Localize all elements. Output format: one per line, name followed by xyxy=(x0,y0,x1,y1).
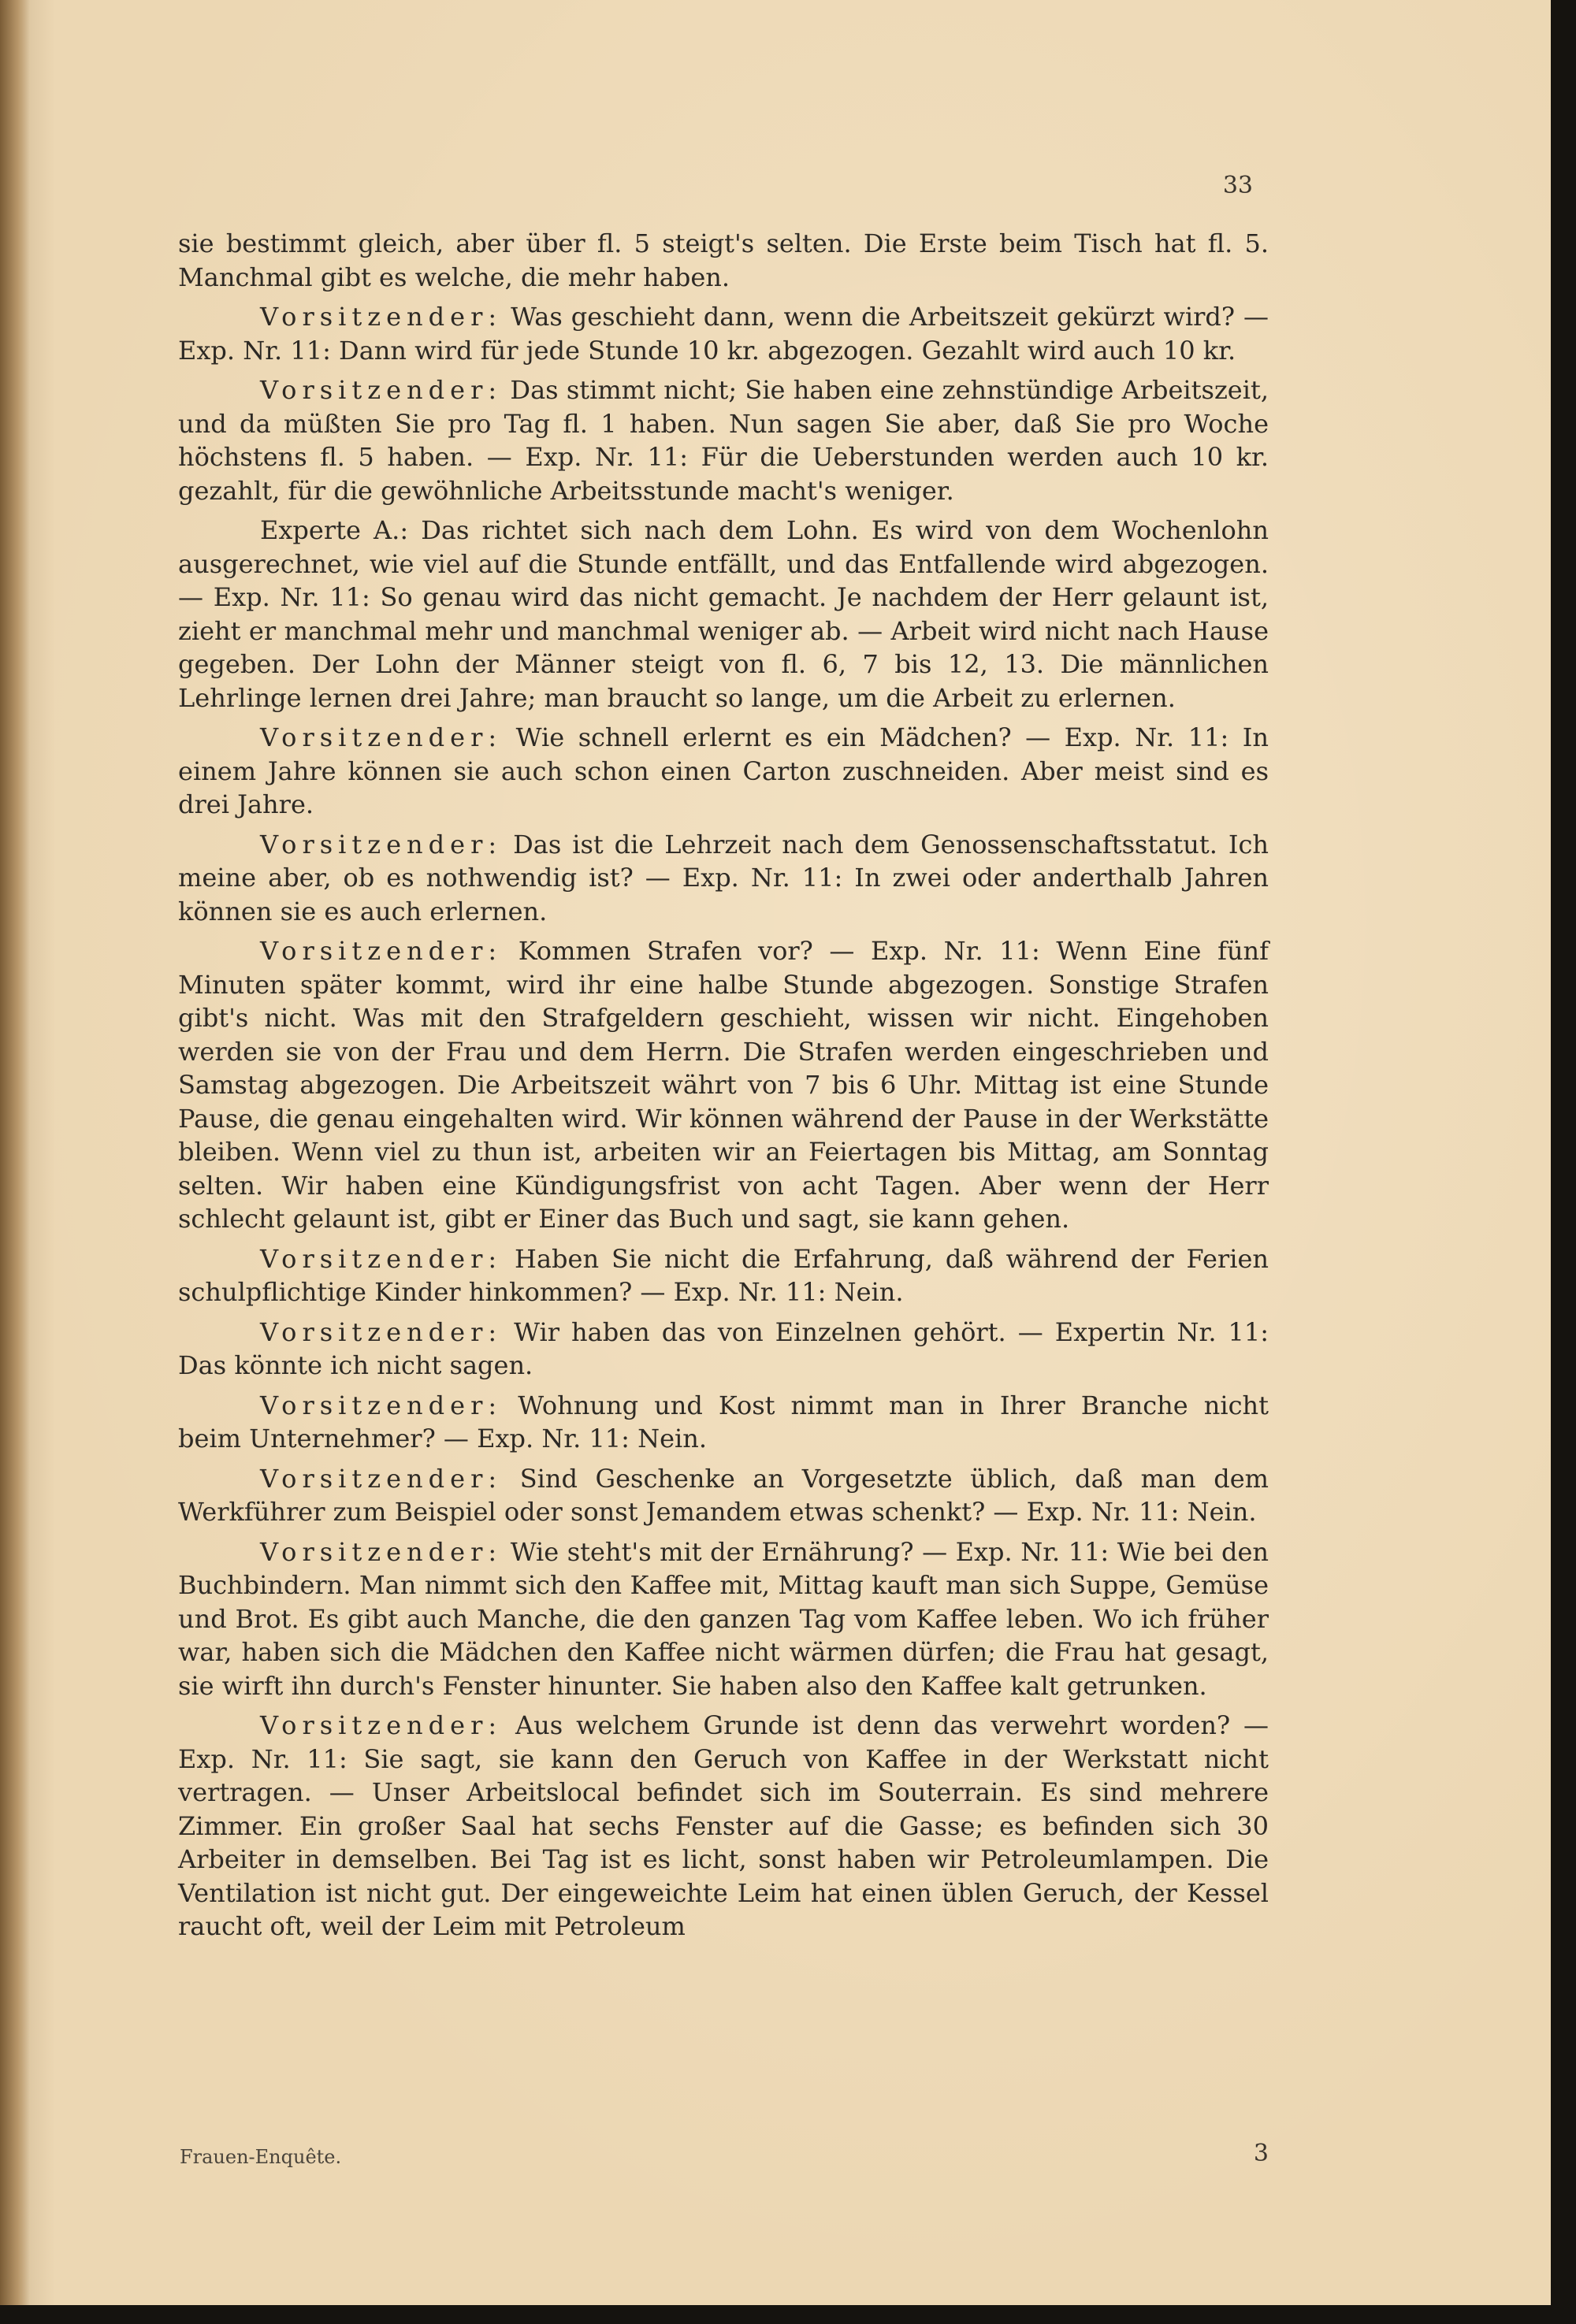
paragraph-4 xyxy=(178,514,1269,715)
paragraph-5-text: Wie schnell erlernt es ein Mädchen? — Exp. Nr. 11: In einem Jahre können sie auch schon einen Carton zuschneiden. Aber meist sind es drei Jahre. xyxy=(178,722,1269,819)
paragraph-8 xyxy=(178,1242,1269,1309)
paragraph-6-text: Das ist die Lehrzeit nach dem Genossenschaftsstatut. Ich meine aber, ob es nothwendig ist? — Exp. Nr. 11: In zwei oder anderthalb Jahren können sie es auch erlernen. xyxy=(178,829,1269,926)
paragraph-11-text: Sind Geschenke an Vorgesetzte üblich, daß man dem Werkführer zum Beispiel oder sonst Jemandem etwas schenkt? — Exp. Nr. 11: Nein. xyxy=(178,1463,1269,1527)
paragraph-10 xyxy=(178,1389,1269,1456)
speaker-label: Vorsitzender: xyxy=(260,1710,503,1740)
paragraph-7-text: Kommen Strafen vor? — Exp. Nr. 11: Wenn Eine fünf Minuten später kommt, wird ihr eine halbe Stunde abgezogen. Sonstige Strafen gibt's nicht. Was mit den Strafgeldern geschieht, wissen wir nicht. Eingehoben werden sie von der Frau und dem Herrn. Die Strafen werden eingeschrieben und Samstag abgezogen. Die Arbeitszeit währt von 7 bis 6 Uhr. Mittag ist eine Stunde Pause, die genau eingehalten wird. Wir können während der Pause in der Werkstätte bleiben. Wenn viel zu thun ist, arbeiten wir an Feiertagen bis Mittag, am Sonntag selten. Wir haben eine Kündigungsfrist von acht Tagen. Aber wenn der Herr schlecht gelaunt ist, gibt er Einer das Buch und sagt, sie kann gehen. xyxy=(178,936,1269,1234)
paragraph-10-text: Wohnung und Kost nimmt man in Ihrer Branche nicht beim Unternehmer? — Exp. Nr. 11: Nein. xyxy=(178,1390,1269,1453)
speaker-label: Vorsitzender: xyxy=(260,1463,503,1494)
paragraph-12-text: Wie steht's mit der Ernährung? — Exp. Nr. 11: Wie bei den Buchbindern. Man nimmt sich den Kaffee mit, Mittag kauft man sich Suppe, Gemüse und Brot. Es gibt auch Manche, die den ganzen Tag vom Kaffee leben. Wo ich früher war, haben sich die Mädchen den Kaffee nicht wärmen dürfen; die Frau hat gesagt, sie wirft ihn durch's Fenster hinunter. Sie haben also den Kaffee kalt getrunken. xyxy=(178,1536,1269,1701)
paragraph-8-text: Haben Sie nicht die Erfahrung, daß während der Ferien schulpflichtige Kinder hinkommen? — Exp. Nr. 11: Nein. xyxy=(178,1243,1269,1307)
speaker-label: Vorsitzender: xyxy=(260,829,503,859)
speaker-label: Vorsitzender: xyxy=(260,1536,503,1567)
paragraph-7 xyxy=(178,934,1269,1236)
background-edge-right xyxy=(1551,0,1576,2324)
paragraph-1 xyxy=(178,227,1269,294)
body-text xyxy=(178,227,1269,1950)
paragraph-9-text: Wir haben das von Einzelnen gehört. — Expertin Nr. 11: Das könnte ich nicht sagen. xyxy=(178,1316,1269,1380)
speaker-label: Vorsitzender: xyxy=(260,936,503,966)
speaker-label: Vorsitzender: xyxy=(260,1316,503,1347)
paragraph-2 xyxy=(178,300,1269,367)
speaker-label: Vorsitzender: xyxy=(260,1243,503,1274)
page-gutter-shadow xyxy=(0,0,30,2305)
paragraph-13 xyxy=(178,1709,1269,1943)
paragraph-1-text: sie bestimmt gleich, aber über fl. 5 steigt's selten. Die Erste beim Tisch hat fl. 5. Manchmal gibt es welche, die mehr haben. xyxy=(178,228,1269,292)
paragraph-3 xyxy=(178,373,1269,507)
speaker-label: Vorsitzender: xyxy=(260,302,503,332)
paragraph-13-text: Aus welchem Grunde ist denn das verwehrt worden? — Exp. Nr. 11: Sie sagt, sie kann den Geruch von Kaffee in der Werkstatt nicht vertragen. — Unser Arbeitslocal befindet sich im Souterrain. Es sind mehrere Zimmer. Ein großer Saal hat sechs Fenster auf die Gasse; es befinden sich 30 Arbeiter in demselben. Bei Tag ist es licht, sonst haben wir Petroleumlampen. Die Ventilation ist nicht gut. Der eingeweichte Leim hat einen üblen Geruch, der Kessel raucht oft, weil der Leim mit Petroleum xyxy=(178,1710,1269,1941)
paragraph-2-text: Was geschieht dann, wenn die Arbeitszeit gekürzt wird? — Exp. Nr. 11: Dann wird für jede Stunde 10 kr. abgezogen. Gezahlt wird auch 10 kr. xyxy=(178,302,1269,366)
paragraph-4-text: Experte A.: Das richtet sich nach dem Lohn. Es wird von dem Wochenlohn ausgerechnet, wie viel auf die Stunde entfällt, und das Entfallende wird abgezogen. — Exp. Nr. 11: So genau wird das nicht gemacht. Je nachdem der Herr gelaunt ist, zieht er manchmal mehr und manchmal weniger ab. — Arbeit wird nicht nach Hause gegeben. Der Lohn der Männer steigt von fl. 6, 7 bis 12, 13. Die männlichen Lehrlinge lernen drei Jahre; man braucht so lange, um die Arbeit zu erlernen. xyxy=(178,515,1269,713)
footer-title: Frauen-Enquête. xyxy=(180,2146,342,2168)
paragraph-5 xyxy=(178,721,1269,822)
page-footer xyxy=(178,2140,1269,2171)
paragraph-3-text: Das stimmt nicht; Sie haben eine zehnstündige Arbeitszeit, und da müßten Sie pro Tag fl. 1 haben. Nun sagen Sie aber, daß Sie pro Woche höchstens fl. 5 haben. — Exp. Nr. 11: Für die Ueberstunden werden auch 10 kr. gezahlt, für die gewöhnliche Arbeitsstunde macht's weniger. xyxy=(178,375,1269,506)
paragraph-12 xyxy=(178,1535,1269,1703)
background-edge-bottom xyxy=(0,2305,1576,2324)
paragraph-9 xyxy=(178,1316,1269,1383)
paragraph-11 xyxy=(178,1462,1269,1529)
paragraph-6 xyxy=(178,828,1269,929)
signature-mark: 3 xyxy=(1253,2140,1269,2167)
speaker-label: Vorsitzender: xyxy=(260,1390,503,1420)
speaker-label: Vorsitzender: xyxy=(260,375,503,405)
page-number: 33 xyxy=(1222,172,1253,199)
speaker-label: Vorsitzender: xyxy=(260,722,503,752)
